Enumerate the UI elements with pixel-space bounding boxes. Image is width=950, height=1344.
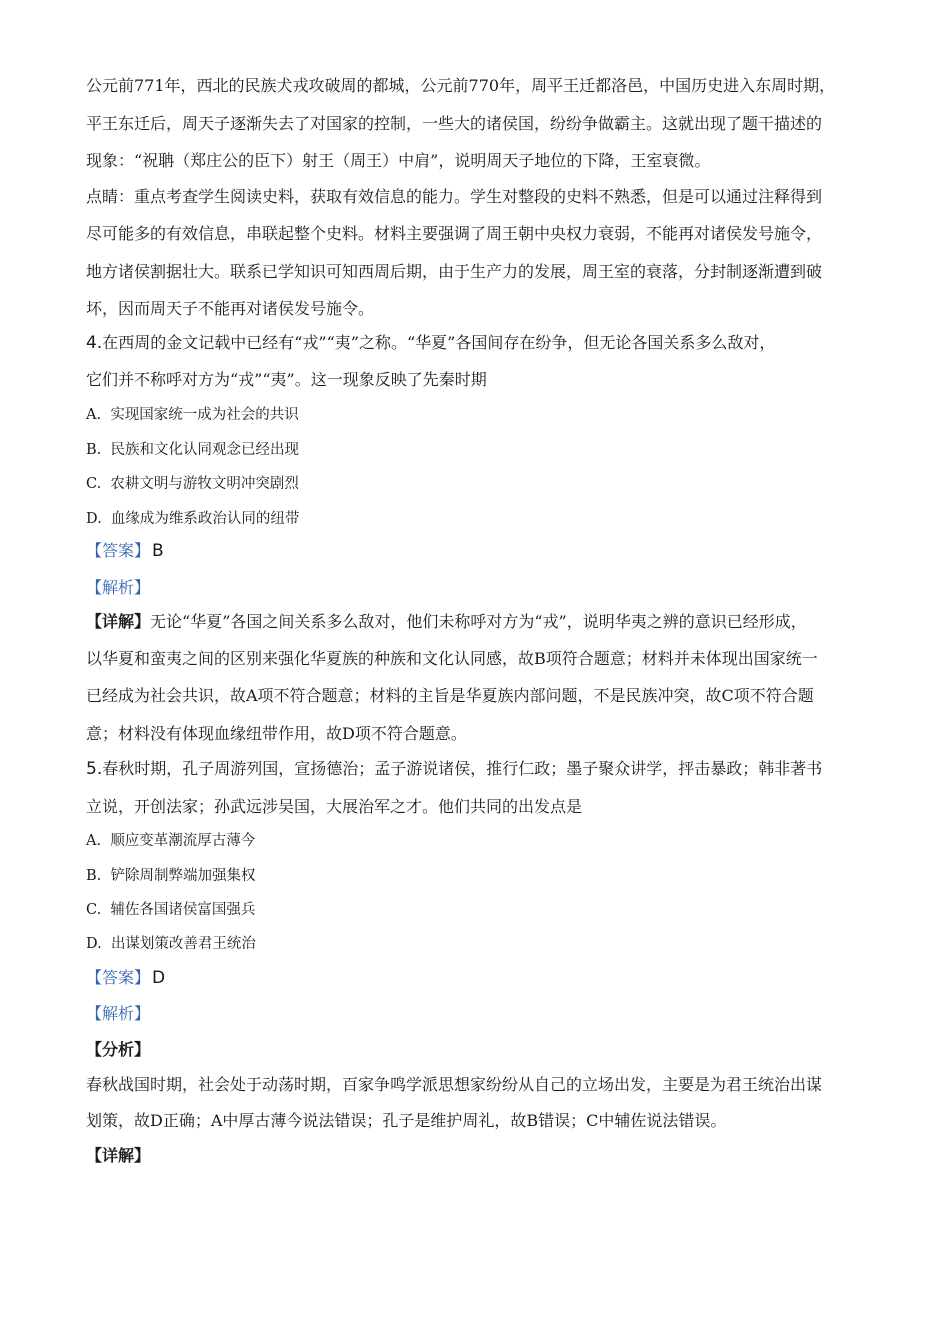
q4-analysis-tag: 【解析】 xyxy=(86,578,151,597)
q5-option-a-label: A. xyxy=(86,833,102,849)
q4-answer-tag: 【答案】 xyxy=(86,541,151,560)
q4-option-b xyxy=(86,440,299,460)
q5-option-d-label: D. xyxy=(86,936,102,952)
q5-analysis-tag: 【解析】 xyxy=(86,1004,151,1023)
intro-line-1: 公元前771年，西北的民族犬戎攻破周的都城，公元前770年，周平王迁都洛邑，中国历史进入东周时期， xyxy=(86,76,836,95)
q4-detail-tag: 【详解】 xyxy=(86,612,151,631)
q4-detail-line-3: 已经成为社会共识，故A项不符合题意；材料的主旨是华夏族内部问题，不是民族冲突，故C项不符合题 xyxy=(86,686,814,705)
q4-option-a-label: A. xyxy=(86,407,102,423)
q5-stem-line-1 xyxy=(86,759,822,779)
q5-option-d xyxy=(86,934,256,954)
q4-option-d-label: D. xyxy=(86,511,102,527)
q5-option-a-text: 顺应变革潮流厚古薄今 xyxy=(110,833,256,849)
q4-option-c-text: 农耕文明与游牧文明冲突剧烈 xyxy=(110,476,299,492)
q5-number: 5. xyxy=(86,759,103,779)
q5-option-c-text: 辅佐各国诸侯富国强兵 xyxy=(110,902,256,918)
intro-line-2: 平王东迁后，周天子逐渐失去了对国家的控制，一些大的诸侯国，纷纷争做霸主。这就出现了题干描述的 xyxy=(86,114,823,133)
q4-option-b-text: 民族和文化认同观念已经出现 xyxy=(110,442,299,458)
dianjing-line-3: 地方诸侯割据壮大。联系已学知识可知西周后期，由于生产力的发展，周王室的衰落，分封制逐渐遭到破 xyxy=(86,262,823,281)
q4-option-c-label: C. xyxy=(86,476,102,492)
dianjing-line-2: 尽可能多的有效信息，串联起整个史料。材料主要强调了周王朝中央权力衰弱，不能再对诸侯发号施令， xyxy=(86,224,823,243)
q5-fenxi-line-1: 春秋战国时期，社会处于动荡时期，百家争鸣学派思想家纷纷从自己的立场出发，主要是为君王统治出谋 xyxy=(86,1075,823,1094)
q5-stem-text-1: 春秋时期，孔子周游列国，宣扬德治；孟子游说诸侯，推行仁政；墨子聚众讲学，抨击暴政；韩非著书 xyxy=(102,759,823,778)
q5-fenxi-line-2: 划策，故D正确；A中厚古薄今说法错误；孔子是维护周礼，故B错误；C中辅佐说法错误。 xyxy=(86,1111,727,1130)
dianjing-line-4: 坏，因而周天子不能再对诸侯发号施令。 xyxy=(86,299,375,318)
q4-option-b-label: B. xyxy=(86,442,102,458)
q4-option-a-text: 实现国家统一成为社会的共识 xyxy=(110,407,299,423)
q4-stem-line-1 xyxy=(86,333,775,353)
q5-option-d-text: 出谋划策改善君王统治 xyxy=(110,936,256,952)
dianjing-line-1: 点睛：重点考查学生阅读史料，获取有效信息的能力。学生对整段的史料不熟悉，但是可以通过注释得到 xyxy=(86,187,823,206)
q5-option-b-label: B. xyxy=(86,868,102,884)
q4-detail-line-1 xyxy=(86,612,807,632)
q4-detail-line-4: 意；材料没有体现血缘纽带作用，故D项不符合题意。 xyxy=(86,724,467,743)
q5-option-b xyxy=(86,866,255,886)
q5-option-a xyxy=(86,831,255,851)
q5-answer-value: D xyxy=(152,968,166,988)
q4-answer xyxy=(86,541,164,561)
q5-detail-tag: 【详解】 xyxy=(86,1146,151,1165)
q5-fenxi-tag: 【分析】 xyxy=(86,1040,151,1059)
q4-option-d-text: 血缘成为维系政治认同的纽带 xyxy=(110,511,300,527)
q4-option-d xyxy=(86,509,299,529)
q4-stem-text-1: 在西周的金文记载中已经有“戎”“夷”之称。“华夏”各国间存在纷争，但无论各国关系多么敌对， xyxy=(102,333,776,352)
q4-stem-line-2: 它们并不称呼对方为“戎”“夷”。这一现象反映了先秦时期 xyxy=(86,370,487,389)
q4-detail-line-2: 以华夏和蛮夷之间的区别来强化华夏族的种族和文化认同感，故B项符合题意；材料并未体现出国家统一 xyxy=(86,649,818,668)
q4-option-a xyxy=(86,405,299,425)
q4-number: 4. xyxy=(86,333,103,353)
q5-stem-line-2: 立说，开创法家；孙武远涉吴国，大展治军之才。他们共同的出发点是 xyxy=(86,797,583,816)
q5-answer-tag: 【答案】 xyxy=(86,968,151,987)
q5-option-c-label: C. xyxy=(86,902,102,918)
q5-option-c xyxy=(86,900,255,920)
q4-detail-text-1: 无论“华夏”各国之间关系多么敌对，他们未称呼对方为“戎”，说明华夷之辨的意识已经形成， xyxy=(150,612,807,631)
q5-answer xyxy=(86,968,165,988)
intro-line-3: 现象：“祝聃（郑庄公的臣下）射王（周王）中肩”，说明周天子地位的下降，王室衰微。 xyxy=(86,151,711,170)
q4-option-c xyxy=(86,474,299,494)
q4-answer-value: B xyxy=(152,541,164,561)
q5-option-b-text: 铲除周制弊端加强集权 xyxy=(110,868,256,884)
